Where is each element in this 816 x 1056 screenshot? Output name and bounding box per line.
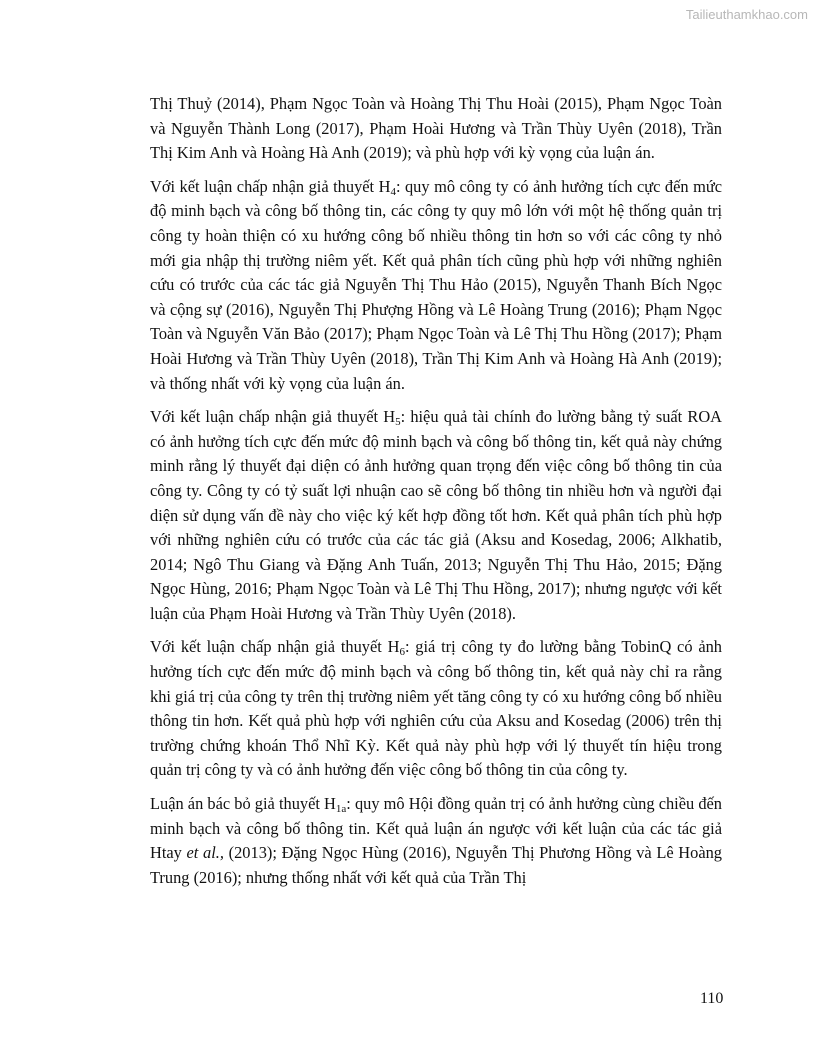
paragraph-text: : giá trị công ty đo lường bằng TobinQ có ảnh hưởng tích cực đến mức độ minh bạch và công bố thông tin, kết quả này chỉ ra rằng khi giá trị của công ty trên thị trường niêm yết tăng công ty có xu hướng công bố nhiều thông tin hơn. Kết quả phù hợp với nghiên cứu của Aksu and Kosedag (2006) trên thị trường chứng khoán Thổ Nhĩ Kỳ. Kết quả này phù hợp với lý thuyết tín hiệu trong quản trị công ty và có ảnh hưởng đến việc công bố thông tin của công ty.: [150, 637, 722, 780]
hypothesis-subscript: 1a: [335, 803, 347, 816]
italic-citation: et al.,: [186, 843, 224, 863]
paragraph-2: [150, 175, 722, 396]
paragraph-1: Thị Thuỷ (2014), Phạm Ngọc Toàn và Hoàng Thị Thu Hoài (2015), Phạm Ngọc Toàn và Nguyễn Thành Long (2017), Phạm Hoài Hương và Trần Thùy Uyên (2018), Trần Thị Kim Anh và Hoàng Hà Anh (2019); và phù hợp với kỳ vọng của luận án.: [150, 94, 722, 163]
hypothesis-subscript: 6: [399, 646, 405, 659]
paragraph-text: : quy mô công ty có ảnh hưởng tích cực đến mức độ minh bạch và công bố thông tin, các công ty quy mô lớn với một hệ thống quản trị công ty hoàn thiện có xu hướng công bố nhiều thông tin hơn so với các công ty nhỏ mới gia nhập thị trường niêm yết. Kết quả phân tích cũng phù hợp với những nghiên cứu có trước của các tác giả Nguyễn Thị Thu Hảo (2015), Nguyễn Thanh Bích Ngọc và cộng sự (2016), Nguyễn Thị Phượng Hồng và Lê Hoàng Trung (2016); Phạm Ngọc Toàn và Nguyễn Văn Bảo (2017); Phạm Ngọc Toàn và Lê Thị Thu Hồng (2017); Phạm Hoài Hương và Trần Thùy Uyên (2018), Trần Thị Kim Anh và Hoàng Hà Anh (2019); và thống nhất với kỳ vọng của luận án.: [150, 176, 722, 393]
paragraph-3: [150, 405, 722, 626]
paragraph-text: Luận án bác bỏ giả thuyết H: [150, 794, 336, 814]
paragraph-text: Với kết luận chấp nhận giả thuyết H: [150, 407, 396, 427]
paragraph-text: (2013); Đặng Ngọc Hùng (2016), Nguyễn Thị Phương Hồng và Lê Hoàng Trung (2016); nhưng thống nhất với kết quả của Trần Thị: [150, 843, 722, 887]
hypothesis-subscript: 5: [395, 416, 401, 429]
page-number: 110: [700, 990, 724, 1007]
paragraph-text: : quy mô Hội đồng quản trị có ảnh hưởng cùng chiều đến minh bạch và công bố thông tin. Kết quả luận án ngược với kết luận của các tác giả Htay: [150, 794, 722, 863]
document-body: [150, 92, 722, 899]
paragraph-5: [150, 792, 722, 890]
hypothesis-subscript: 4: [390, 185, 396, 198]
paragraph-text: : hiệu quả tài chính đo lường bằng tỷ suất ROA có ảnh hưởng tích cực đến mức độ minh bạch và công bố thông tin, kết quả này chứng minh rằng lý thuyết đại diện có ảnh hưởng quan trọng đến việc công bố thông tin của công ty. Công ty có tỷ suất lợi nhuận cao sẽ công bố thông tin nhiều hơn và người đại diện sử dụng vấn đề này cho việc ký kết hợp đồng tốt hơn. Kết quả phân tích phù hợp với những nghiên cứu có trước của các tác giả (Aksu and Kosedag, 2006; Alkhatib, 2014; Ngô Thu Giang và Đặng Anh Tuấn, 2013; Nguyễn Thị Thu Hảo, 2015; Đặng Ngọc Hùng, 2016; Phạm Ngọc Toàn và Lê Thị Thu Hồng, 2017); nhưng ngược với kết luận của Phạm Hoài Hương và Trần Thùy Uyên (2018).: [150, 407, 722, 623]
paragraph-text: Với kết luận chấp nhận giả thuyết H: [150, 176, 391, 196]
watermark: Tailieuthamkhao.com: [685, 7, 808, 22]
paragraph-4: [150, 635, 722, 783]
paragraph-text: Với kết luận chấp nhận giả thuyết H: [150, 637, 400, 657]
